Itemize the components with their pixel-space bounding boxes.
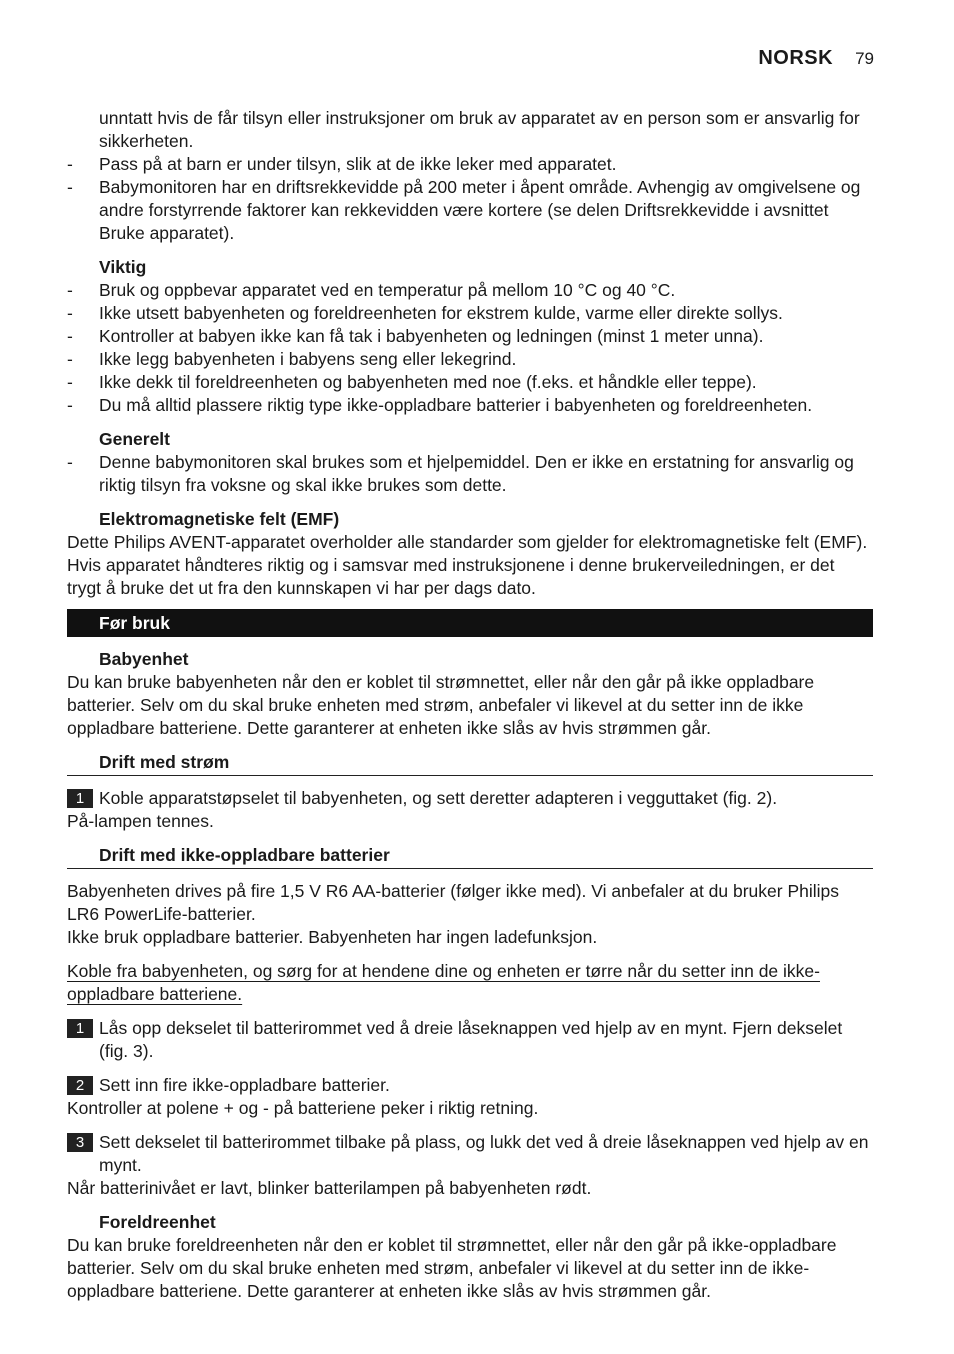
heading-viktig: Viktig — [99, 257, 147, 277]
heading-drift-med-batterier: Drift med ikke-oppladbare batterier — [67, 844, 873, 869]
step-item: 1 Lås opp dekselet til batterirommet ved å dreie låseknappen ved hjelp av en mynt. Fjern dekselet (fig. 3). — [67, 1017, 873, 1063]
language-label: NORSK — [758, 47, 834, 69]
step-note: Kontroller at polene + og - på batteriene peker i riktig retning. — [67, 1098, 539, 1118]
dash-bullet: - — [67, 395, 73, 415]
babyenhet-text: Du kan bruke babyenheten når den er koblet til strømnettet, eller når den går på ikke oppladbare batterier. Selv om du skal bruke enheten med strøm, anbefaler vi likevel at du setter inn de ikke oppladbare batteriene. Dette garanterer at enheten ikke slås av hvis strømmen går. — [67, 672, 815, 738]
page-number: 79 — [855, 49, 874, 68]
section-bar-for-bruk: Før bruk — [67, 609, 873, 637]
dash-bullet: - — [67, 280, 73, 300]
list-item: - Kontroller at babyen ikke kan få tak i babyenheten og ledningen (minst 1 meter unna). — [67, 326, 764, 346]
step-number: 1 — [67, 1019, 93, 1038]
dash-bullet: - — [67, 326, 73, 346]
dash-bullet: - — [67, 372, 73, 392]
list-item: - Bruk og oppbevar apparatet ved en temperatur på mellom 10 °C og 40 °C. — [67, 280, 676, 300]
list-item: - Ikke dekk til foreldreenheten og babyenheten med noe (f.eks. et håndkle eller teppe). — [67, 372, 757, 392]
dash-bullet: - — [67, 154, 73, 174]
step-note: Når batterinivået er lavt, blinker batterilampen på babyenheten rødt. — [67, 1178, 592, 1198]
page-content — [67, 107, 873, 1303]
step-item: 1 Koble apparatstøpselet til babyenheten, og sett deretter adapteren i vegguttaket (fig. 2). — [67, 787, 873, 810]
list-item: - Pass på at barn er under tilsyn, slik at de ikke leker med apparatet. — [67, 154, 617, 174]
foreldreenhet-text: Du kan bruke foreldreenheten når den er koblet til strømnettet, eller når den går på ikke-oppladbare batterier. Selv om du skal bruke enheten med strøm, anbefaler vi likevel at du setter inn de ikke-oppladbare batteriene. Dette garanterer at enheten ikke slås av hvis strømmen går. — [67, 1235, 837, 1301]
step-number: 1 — [67, 789, 93, 808]
heading-emf: Elektromagnetiske felt (EMF) — [99, 509, 340, 529]
heading-generelt: Generelt — [99, 429, 170, 449]
list-item: - Denne babymonitoren skal brukes som et hjelpemiddel. Den er ikke en erstatning for ansvarlig og riktig tilsyn fra voksne og skal ikke brukes som dette. — [67, 452, 854, 495]
dash-bullet: - — [67, 303, 73, 323]
dash-bullet: - — [67, 349, 73, 369]
emf-text: Dette Philips AVENT-apparatet overholder alle standarder som gjelder for elektromagnetiske felt (EMF). Hvis apparatet håndteres riktig og i samsvar med instruksjonene i denne brukerveiledningen, er det trygt å bruke det ut fra den kunnskapen vi har per dags dato. — [67, 532, 868, 598]
list-item: - Ikke utsett babyenheten og foreldreenheten for ekstrem kulde, varme eller direkte sollys. — [67, 303, 783, 323]
step-item: 2 Sett inn fire ikke-oppladbare batterier. — [67, 1074, 873, 1097]
heading-foreldreenhet: Foreldreenhet — [99, 1212, 216, 1232]
heading-drift-med-strom: Drift med strøm — [67, 751, 873, 776]
step-number: 2 — [67, 1076, 93, 1095]
step-item: 3 Sett dekselet til batterirommet tilbake på plass, og lukk det ved å dreie låseknappen ved hjelp av en mynt. — [67, 1131, 873, 1177]
step-number: 3 — [67, 1133, 93, 1152]
dash-bullet: - — [67, 452, 73, 472]
batterier-text-1: Babyenheten drives på fire 1,5 V R6 AA-batterier (følger ikke med). Vi anbefaler at du bruker Philips LR6 PowerLife-batterier. — [67, 881, 840, 924]
heading-babyenhet: Babyenhet — [99, 649, 189, 669]
step-note: På-lampen tennes. — [67, 811, 214, 831]
dash-bullet: - — [67, 177, 73, 197]
page-header — [758, 47, 874, 70]
list-item: - Babymonitoren har en driftsrekkevidde på 200 meter i åpent område. Avhengig av omgivelsene og andre forstyrrende faktorer kan rekkevidden være kortere (se delen Driftsrekkevidde i avsnittet Bruke apparatet). — [67, 177, 861, 243]
intro-continuation: unntatt hvis de får tilsyn eller instruksjoner om bruk av apparatet av en person som er ansvarlig for sikkerheten. — [99, 108, 860, 151]
list-item: - Du må alltid plassere riktig type ikke-oppladbare batterier i babyenheten og foreldreenheten. — [67, 395, 813, 415]
list-item: - Ikke legg babyenheten i babyens seng eller lekegrind. — [67, 349, 517, 369]
warning-paragraph — [67, 960, 837, 1006]
batterier-text-2: Ikke bruk oppladbare batterier. Babyenheten har ingen ladefunksjon. — [67, 927, 598, 947]
warning-text: Koble fra babyenheten, og sørg for at hendene dine og enheten er tørre når du setter inn de ikke-oppladbare batteriene. — [67, 961, 820, 1004]
